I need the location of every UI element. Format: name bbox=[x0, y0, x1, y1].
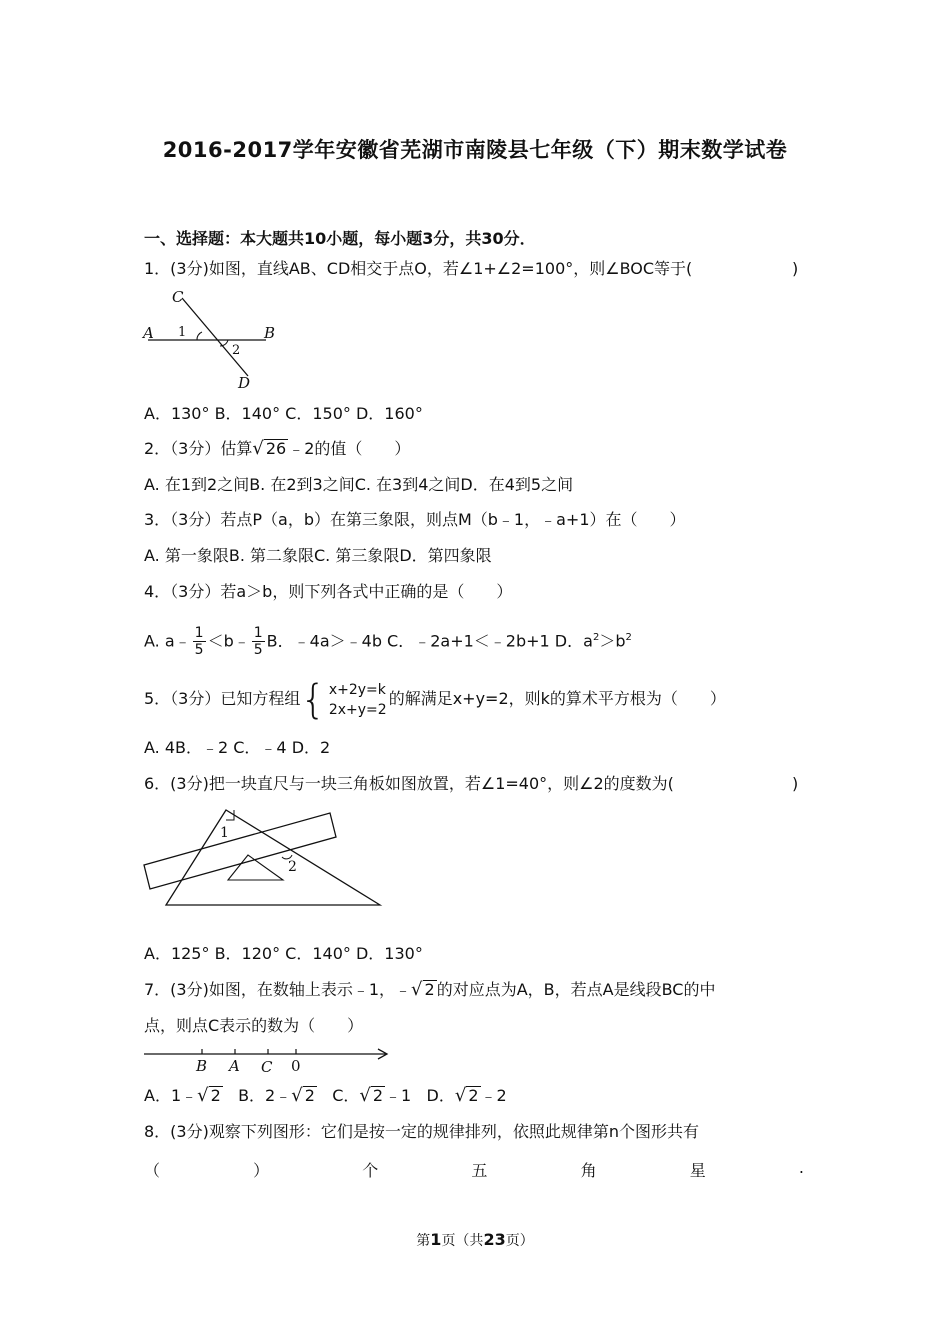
page-footer: 第1页（共23页） bbox=[416, 1230, 534, 1249]
fig1-label-a: A bbox=[143, 324, 154, 342]
figure-intersecting-lines bbox=[140, 288, 290, 393]
figure-ruler-triangle bbox=[140, 805, 390, 915]
question-7 bbox=[144, 978, 715, 1002]
q4-gt: ＞b bbox=[599, 631, 626, 651]
fig1-angle-1: 1 bbox=[178, 325, 187, 340]
equation-1: x+2y=k bbox=[328, 681, 386, 698]
q4-fraction-2: $\frac{1}{5}$ bbox=[253, 625, 263, 659]
fig6-angle-1: 1 bbox=[220, 825, 229, 841]
sqrt-icon: √ bbox=[454, 1085, 467, 1106]
sqrt-icon: √ bbox=[359, 1085, 371, 1106]
sqrt-icon: √ bbox=[291, 1085, 303, 1106]
question-7-post: 的对应点为A，B，若点A是线段BC的中 bbox=[436, 980, 716, 999]
fig1-angle-2: 2 bbox=[232, 343, 241, 358]
figure-number-line bbox=[140, 1044, 395, 1076]
q4-opt-rest: B．﹣4a＞﹣4b C．﹣2a+1＜﹣2b+1 D．a bbox=[266, 631, 593, 651]
question-6 bbox=[144, 772, 674, 796]
fig7-label-0: 0 bbox=[291, 1057, 301, 1075]
question-6-close: ) bbox=[792, 774, 799, 793]
question-1 bbox=[144, 257, 692, 281]
question-2 bbox=[144, 437, 410, 461]
question-7-radicand: 2 bbox=[424, 980, 435, 999]
question-2-pre: 2．（3分）估算 bbox=[144, 439, 253, 458]
fig7-label-c: C bbox=[261, 1058, 273, 1076]
section-heading: 一、选择题：本大题共10小题，每小题3分，共30分． bbox=[144, 229, 536, 248]
question-8-line-2: （ ） 个 五 角 星 . bbox=[144, 1158, 804, 1180]
question-2-radicand: 26 bbox=[265, 439, 287, 458]
question-3-options: A. 第一象限B. 第二象限C. 第三象限D．第四象限 bbox=[144, 546, 492, 565]
question-2-post: ﹣2的值（ ） bbox=[288, 439, 411, 458]
sqrt-icon: √ bbox=[252, 438, 264, 459]
fig1-label-d: D bbox=[238, 374, 251, 392]
equation-system bbox=[300, 676, 388, 723]
question-1-close: ) bbox=[792, 259, 799, 278]
question-5-pre: 5．（3分）已知方程组 bbox=[144, 689, 301, 708]
question-7-line-2: 点，则点C表示的数为（ ） bbox=[144, 1016, 364, 1035]
question-5-post: 的解满足x+y=2，则k的算术平方根为（ ） bbox=[388, 689, 726, 708]
fig7-label-b: B bbox=[196, 1057, 208, 1075]
q4-fraction-1: $\frac{1}{5}$ bbox=[194, 625, 204, 659]
question-5-options: A. 4B．﹣2 C．﹣4 D．2 bbox=[144, 738, 331, 757]
q4-exponent-2: 2 bbox=[625, 632, 632, 643]
fig6-angle-2: 2 bbox=[288, 859, 297, 875]
fig1-label-b: B bbox=[264, 324, 276, 342]
question-8: 8．(3分)观察下列图形：它们是按一定的规律排列，依照此规律第n个图形共有 bbox=[144, 1122, 699, 1141]
q4-exponent-1: 2 bbox=[592, 632, 600, 643]
question-2-options: A. 在1到2之间B. 在2到3之间C. 在3到4之间D．在4到5之间 bbox=[144, 475, 574, 494]
q4-opt-a-pre: A. a﹣ bbox=[144, 631, 191, 651]
question-5 bbox=[144, 676, 726, 722]
question-1-text: 1．(3分)如图，直线AB、CD相交于点O，若∠1+∠2=100°，则∠BOC等于( bbox=[144, 259, 693, 278]
question-6-options: A．125° B．120° C．140° D．130° bbox=[144, 944, 423, 963]
question-6-text: 6．(3分)把一块直尺与一块三角板如图放置，若∠1=40°，则∠2的度数为( bbox=[144, 774, 674, 793]
question-3: 3．（3分）若点P（a，b）在第三象限，则点M（b﹣1，﹣a+1）在（ ） bbox=[144, 510, 686, 529]
question-1-options: A．130° B．140° C．150° D．160° bbox=[144, 404, 423, 423]
brace-icon: { bbox=[300, 676, 326, 723]
question-4: 4．（3分）若a＞b，则下列各式中正确的是（ ） bbox=[144, 582, 513, 601]
page-title: 2016-2017学年安徽省芜湖市南陵县七年级（下）期末数学试卷 bbox=[162, 138, 788, 162]
question-7-options: A．1﹣√ 2 B．2﹣√ 2 C．√ 2 ﹣1 D．√ 2 ﹣2 bbox=[144, 1085, 507, 1106]
q4-opt-a-mid: ＜b﹣ bbox=[207, 631, 250, 651]
fig7-label-a: A bbox=[229, 1057, 240, 1075]
question-7-pre: 7．(3分)如图，在数轴上表示﹣1，﹣ bbox=[144, 980, 412, 999]
page-total: 23 bbox=[483, 1230, 506, 1249]
q7-opt-d: D． bbox=[426, 1086, 455, 1105]
question-4-options bbox=[144, 618, 632, 661]
q7-opt-b: B．2﹣ bbox=[238, 1086, 292, 1105]
fig1-label-c: C bbox=[172, 288, 184, 306]
q7-opt-a: A．1﹣ bbox=[144, 1086, 198, 1105]
equation-2: 2x+y=2 bbox=[328, 701, 387, 718]
sqrt-icon: √ bbox=[411, 979, 423, 1000]
sqrt-icon: √ bbox=[197, 1085, 209, 1106]
page-number: 1 bbox=[430, 1230, 442, 1249]
q7-opt-c: C． bbox=[332, 1086, 360, 1105]
